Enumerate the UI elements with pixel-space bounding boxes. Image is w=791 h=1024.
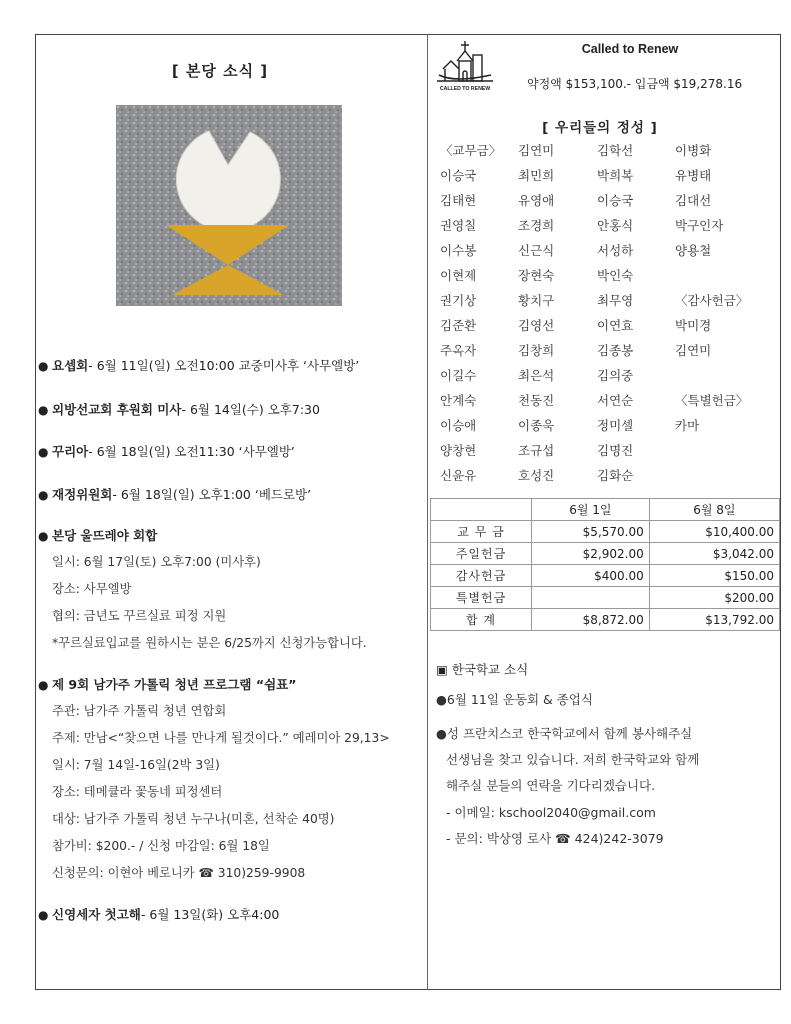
renew-amount: 약정액 $153,100.- 입금액 $19,278.16 bbox=[527, 77, 743, 91]
program-detail: 신청문의: 이현아 베로니카 ☎ 310)259-9908 bbox=[52, 866, 306, 880]
svg-text:CALLED TO RENEW: CALLED TO RENEW bbox=[439, 86, 491, 92]
offering-name: 주옥자 bbox=[440, 343, 477, 358]
finance-label: 합 계 bbox=[431, 609, 532, 631]
finance-label: 감사헌금 bbox=[431, 565, 532, 587]
program-detail: 대상: 남가주 가톨릭 청년 누구나(미혼, 선착순 40명) bbox=[52, 812, 335, 826]
news-item: ● 본당 울뜨레야 회합 bbox=[38, 528, 158, 543]
offering-title: [ 우리들의 정성 ] bbox=[542, 120, 658, 136]
ultreya-detail: 협의: 금년도 꾸르실료 피정 지원 bbox=[52, 609, 227, 623]
offering-row bbox=[440, 316, 760, 341]
news-item: ● 요셉회- 6월 11일(일) 오전10:00 교중미사후 ‘사무엘방’ bbox=[38, 358, 360, 373]
offering-row bbox=[440, 441, 760, 466]
offering-name: 김창희 bbox=[518, 343, 555, 358]
offering-row bbox=[440, 341, 760, 366]
offering-name: 김준환 bbox=[440, 318, 477, 333]
offering-row bbox=[440, 466, 760, 491]
offering-name: 천동진 bbox=[518, 393, 555, 408]
offering-name: 권영칠 bbox=[440, 218, 477, 233]
offering-row bbox=[440, 366, 760, 391]
offering-row bbox=[440, 241, 760, 266]
school-line: 해주실 분들의 연락을 기다리겠습니다. bbox=[446, 778, 656, 793]
offering-name: 신윤유 bbox=[440, 468, 477, 483]
program-detail: 주관: 남가주 가톨릭 청년 연합회 bbox=[52, 704, 227, 718]
school-line: ●6월 11일 운동회 & 종업식 bbox=[436, 692, 594, 707]
offering-name: 최민희 bbox=[518, 168, 555, 183]
offering-name: 양용철 bbox=[675, 243, 712, 258]
offering-name: 안계숙 bbox=[440, 393, 477, 408]
offering-name: 박미경 bbox=[675, 318, 712, 333]
ultreya-detail: *꾸르실료입교를 원하시는 분은 6/25까지 신청가능합니다. bbox=[52, 636, 367, 650]
school-email: - 이메일: kschool2040@gmail.com bbox=[446, 805, 656, 820]
finance-amount bbox=[532, 587, 650, 609]
offering-row bbox=[440, 191, 760, 216]
offering-name: 조경희 bbox=[518, 218, 555, 233]
program-detail: 참가비: $200.- / 신청 마감일: 6월 18일 bbox=[52, 839, 270, 853]
offering-name: 이현제 bbox=[440, 268, 477, 283]
finance-amount: $3,042.00 bbox=[649, 543, 779, 565]
news-item: ● 꾸리아- 6월 18일(일) 오전11:30 ‘사무엘방’ bbox=[38, 444, 295, 459]
renew-title: Called to Renew bbox=[581, 42, 679, 56]
offering-name: 최은석 bbox=[518, 368, 555, 383]
offering-name: 최무영 bbox=[597, 293, 634, 308]
finance-amount: $13,792.00 bbox=[649, 609, 779, 631]
offering-name: 이수봉 bbox=[440, 243, 477, 258]
offering-name: 김대선 bbox=[675, 193, 712, 208]
news-item: ● 제 9회 남가주 가톨릭 청년 프로그램 “쉼표” bbox=[38, 677, 297, 692]
offering-name: 김의중 bbox=[597, 368, 634, 383]
finance-label: 특별헌금 bbox=[431, 587, 532, 609]
offering-name: 김연미 bbox=[675, 343, 712, 358]
finance-row bbox=[431, 587, 780, 609]
finance-header: 6월 1일 bbox=[532, 499, 650, 521]
offering-name: 이승국 bbox=[597, 193, 634, 208]
finance-header bbox=[431, 499, 532, 521]
offering-name: 김종봉 bbox=[597, 343, 634, 358]
offering-row bbox=[440, 291, 760, 316]
finance-row bbox=[431, 565, 780, 587]
eucharist-artwork bbox=[116, 105, 342, 306]
offering-row bbox=[440, 391, 760, 416]
offering-name: 박희복 bbox=[597, 168, 634, 183]
offering-name: 유영애 bbox=[518, 193, 555, 208]
school-line: 선생님을 찾고 있습니다. 저희 한국학교와 함께 bbox=[446, 752, 700, 767]
ultreya-detail: 장소: 사무엘방 bbox=[52, 582, 132, 596]
finance-row bbox=[431, 609, 780, 631]
offering-name: 박구인자 bbox=[675, 218, 724, 233]
finance-amount: $400.00 bbox=[532, 565, 650, 587]
offering-name: 이병화 bbox=[675, 143, 712, 158]
program-detail: 일시: 7월 14일-16일(2박 3일) bbox=[52, 758, 220, 772]
finance-label: 주일헌금 bbox=[431, 543, 532, 565]
offering-name: 〈교무금〉 bbox=[440, 143, 502, 158]
column-divider bbox=[427, 34, 428, 990]
finance-amount: $5,570.00 bbox=[532, 521, 650, 543]
finance-amount: $150.00 bbox=[649, 565, 779, 587]
finance-header-row bbox=[431, 499, 780, 521]
school-line: ●성 프란치스코 한국학교에서 함께 봉사해주실 bbox=[436, 726, 693, 741]
offering-name: 김학선 bbox=[597, 143, 634, 158]
finance-row bbox=[431, 543, 780, 565]
finance-amount: $10,400.00 bbox=[649, 521, 779, 543]
offering-name: 김명진 bbox=[597, 443, 634, 458]
offering-name: 이연효 bbox=[597, 318, 634, 333]
offering-row bbox=[440, 166, 760, 191]
offering-name: 김화순 bbox=[597, 468, 634, 483]
offering-name: 〈감사헌금〉 bbox=[675, 293, 749, 308]
school-contact: - 문의: 박상영 로사 ☎ 424)242-3079 bbox=[446, 831, 664, 846]
offering-name: 김연미 bbox=[518, 143, 555, 158]
finance-header: 6월 8일 bbox=[649, 499, 779, 521]
offering-name: 박인숙 bbox=[597, 268, 634, 283]
offering-name: 〈특별헌금〉 bbox=[675, 393, 749, 408]
finance-amount: $200.00 bbox=[649, 587, 779, 609]
news-item: ● 신영세자 첫고해- 6월 13일(화) 오후4:00 bbox=[38, 907, 280, 922]
offering-name: 장현숙 bbox=[518, 268, 555, 283]
offering-name: 김영선 bbox=[518, 318, 555, 333]
school-news-heading: ▣ 한국학교 소식 bbox=[436, 662, 529, 677]
offering-name: 이승국 bbox=[440, 168, 477, 183]
offering-row bbox=[440, 141, 760, 166]
offering-name: 조규섭 bbox=[518, 443, 555, 458]
offering-name: 양창현 bbox=[440, 443, 477, 458]
offering-name: 정미셀 bbox=[597, 418, 634, 433]
offering-name: 이승애 bbox=[440, 418, 477, 433]
offering-name: 이길수 bbox=[440, 368, 477, 383]
news-item: ● 재정위원회- 6월 18일(일) 오후1:00 ‘베드로방’ bbox=[38, 487, 312, 502]
offering-name: 유병태 bbox=[675, 168, 712, 183]
offering-name: 서연순 bbox=[597, 393, 634, 408]
offering-row bbox=[440, 416, 760, 441]
offering-name: 이종욱 bbox=[518, 418, 555, 433]
finance-row bbox=[431, 521, 780, 543]
offering-row bbox=[440, 266, 760, 291]
offering-row bbox=[440, 216, 760, 241]
offering-name: 황치구 bbox=[518, 293, 555, 308]
ultreya-detail: 일시: 6월 17일(토) 오후7:00 (미사후) bbox=[52, 555, 261, 569]
news-item: ● 외방선교회 후원회 미사- 6월 14일(수) 오후7:30 bbox=[38, 402, 320, 417]
offering-name: 안홍식 bbox=[597, 218, 634, 233]
finance-label: 교 무 금 bbox=[431, 521, 532, 543]
called-to-renew-logo bbox=[435, 37, 495, 93]
offering-name: 권기상 bbox=[440, 293, 477, 308]
parish-news-title: [ 본당 소식 ] bbox=[171, 62, 269, 80]
offering-name: 김태현 bbox=[440, 193, 477, 208]
finance-amount: $8,872.00 bbox=[532, 609, 650, 631]
offering-name: 카마 bbox=[675, 418, 700, 433]
program-detail: 장소: 테메큘라 꽃동네 피정센터 bbox=[52, 785, 223, 799]
finance-amount: $2,902.00 bbox=[532, 543, 650, 565]
offering-name: 서성하 bbox=[597, 243, 634, 258]
program-detail: 주제: 만남<“찾으면 나를 만나게 될것이다.” 예레미아 29,13> bbox=[52, 731, 390, 745]
offering-name: 호성진 bbox=[518, 468, 555, 483]
offering-name: 신근식 bbox=[518, 243, 555, 258]
finance-table bbox=[430, 498, 780, 631]
